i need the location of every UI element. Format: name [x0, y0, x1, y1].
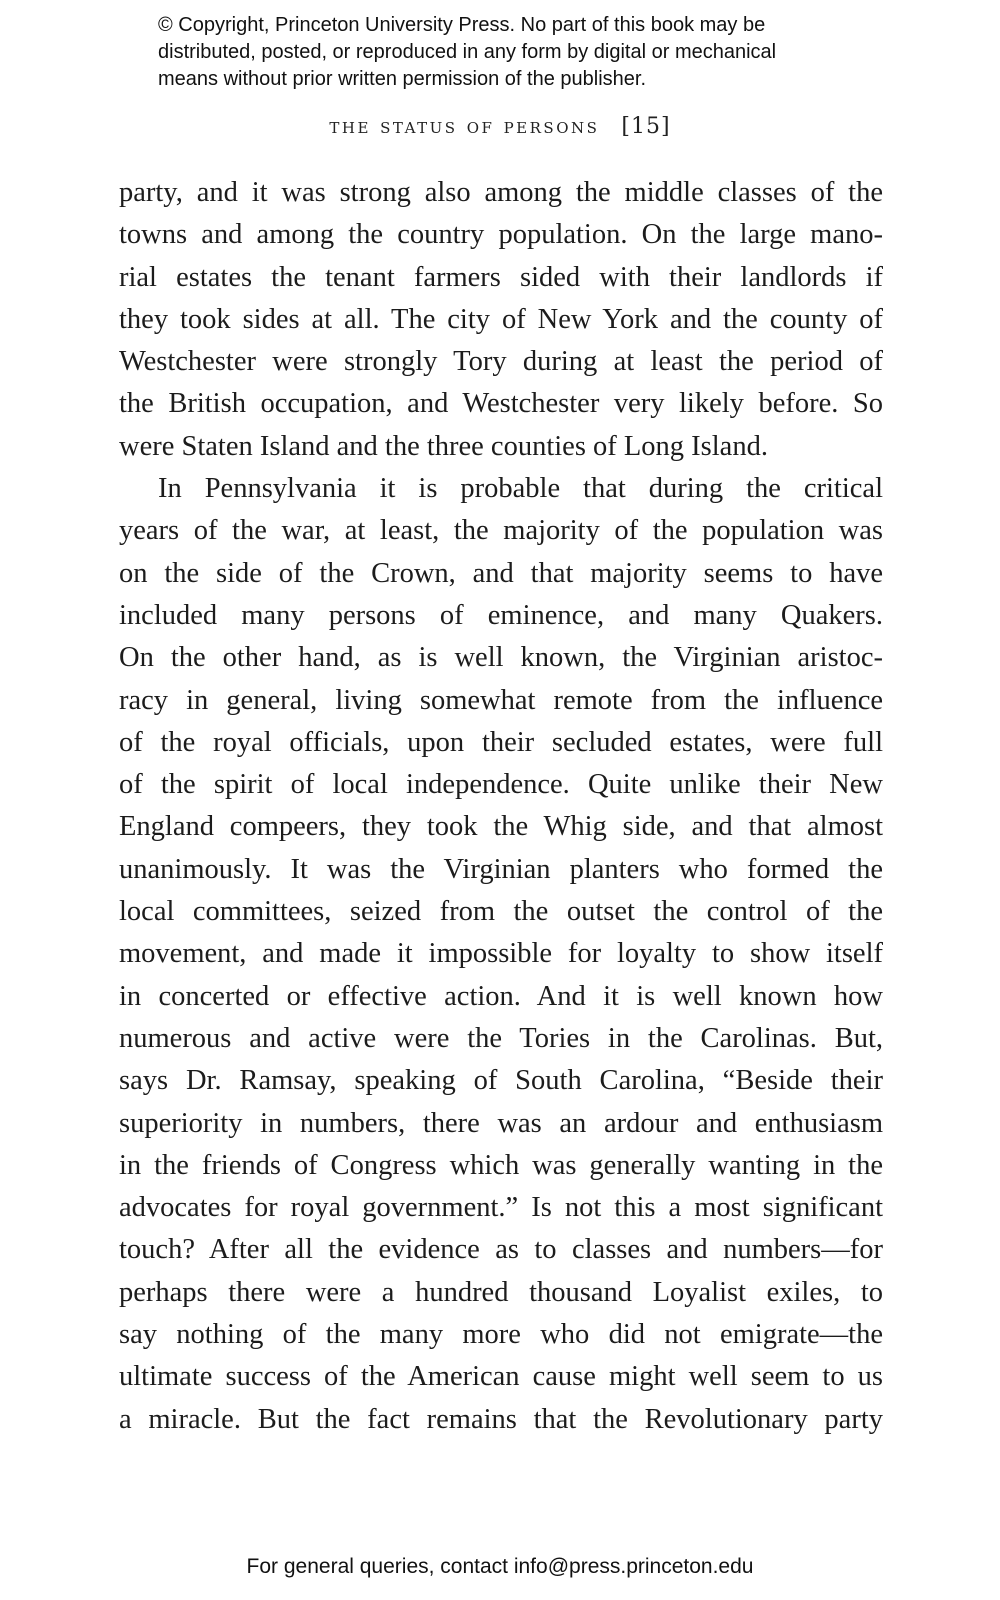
text-line: a miracle. But the fact remains that the Revolutionary party [119, 1403, 883, 1435]
text-line: On the other hand, as is well known, the Virginian aristoc- [119, 642, 883, 674]
text-line: years of the war, at least, the majority of the population was [119, 515, 883, 547]
copyright-line: distributed, posted, or reproduced in any form by digital or mechanical [158, 41, 777, 63]
text-line: superiority in numbers, there was an ardour and enthusiasm [119, 1107, 883, 1139]
text-line: the British occupation, and Westchester very likely before. So [119, 388, 883, 420]
copyright-notice [158, 12, 918, 93]
body-text [119, 172, 883, 1441]
text-line: ultimate success of the American cause might well seem to us [119, 1361, 883, 1393]
text-line: towns and among the country population. On the large mano- [119, 219, 883, 251]
text-line: England compeers, they took the Whig side, and that almost [119, 811, 883, 843]
text-line: they took sides at all. The city of New York and the county of [119, 303, 883, 335]
text-line: perhaps there were a hundred thousand Loyalist exiles, to [119, 1276, 883, 1308]
text-line: In Pennsylvania it is probable that during the critical [158, 473, 883, 505]
contact-footer: For general queries, contact info@press.princeton.edu [246, 1555, 754, 1578]
text-line: party, and it was strong also among the middle classes of the [119, 177, 883, 208]
text-line: in concerted or effective action. And it is well known how [119, 980, 883, 1012]
text-line: rial estates the tenant farmers sided with their landlords if [119, 261, 883, 293]
chapter-title: the status of persons [329, 114, 600, 138]
text-line: were Staten Island and the three counties of Long Island. [119, 430, 768, 462]
text-line: included many persons of eminence, and many Quakers. [119, 599, 883, 631]
text-line: local committees, seized from the outset the control of the [119, 896, 883, 928]
text-line: says Dr. Ramsay, speaking of South Carolina, “Beside their [119, 1065, 883, 1097]
text-line: of the royal officials, upon their secluded estates, were full [119, 726, 883, 758]
text-line: in the friends of Congress which was generally wanting in the [119, 1149, 883, 1181]
text-line: Westchester were strongly Tory during at least the period of [119, 346, 883, 378]
text-line: racy in general, living somewhat remote from the influence [119, 684, 883, 716]
text-line: on the side of the Crown, and that majority seems to have [119, 557, 883, 589]
text-line: touch? After all the evidence as to classes and numbers—for [119, 1234, 883, 1266]
running-head [0, 114, 1000, 139]
page-number: [15] [621, 114, 671, 139]
text-line: advocates for royal government.” Is not this a most significant [119, 1192, 883, 1224]
text-line: say nothing of the many more who did not emigrate—the [119, 1319, 883, 1351]
text-line: unanimously. It was the Virginian planters who formed the [119, 853, 883, 885]
copyright-line: © Copyright, Princeton University Press. No part of this book may be [158, 14, 766, 36]
text-line: of the spirit of local independence. Quite unlike their New [119, 769, 883, 801]
text-line: numerous and active were the Tories in the Carolinas. But, [119, 1022, 883, 1054]
text-line: movement, and made it impossible for loyalty to show itself [119, 938, 883, 970]
copyright-line: means without prior written permission of the publisher. [158, 68, 647, 90]
